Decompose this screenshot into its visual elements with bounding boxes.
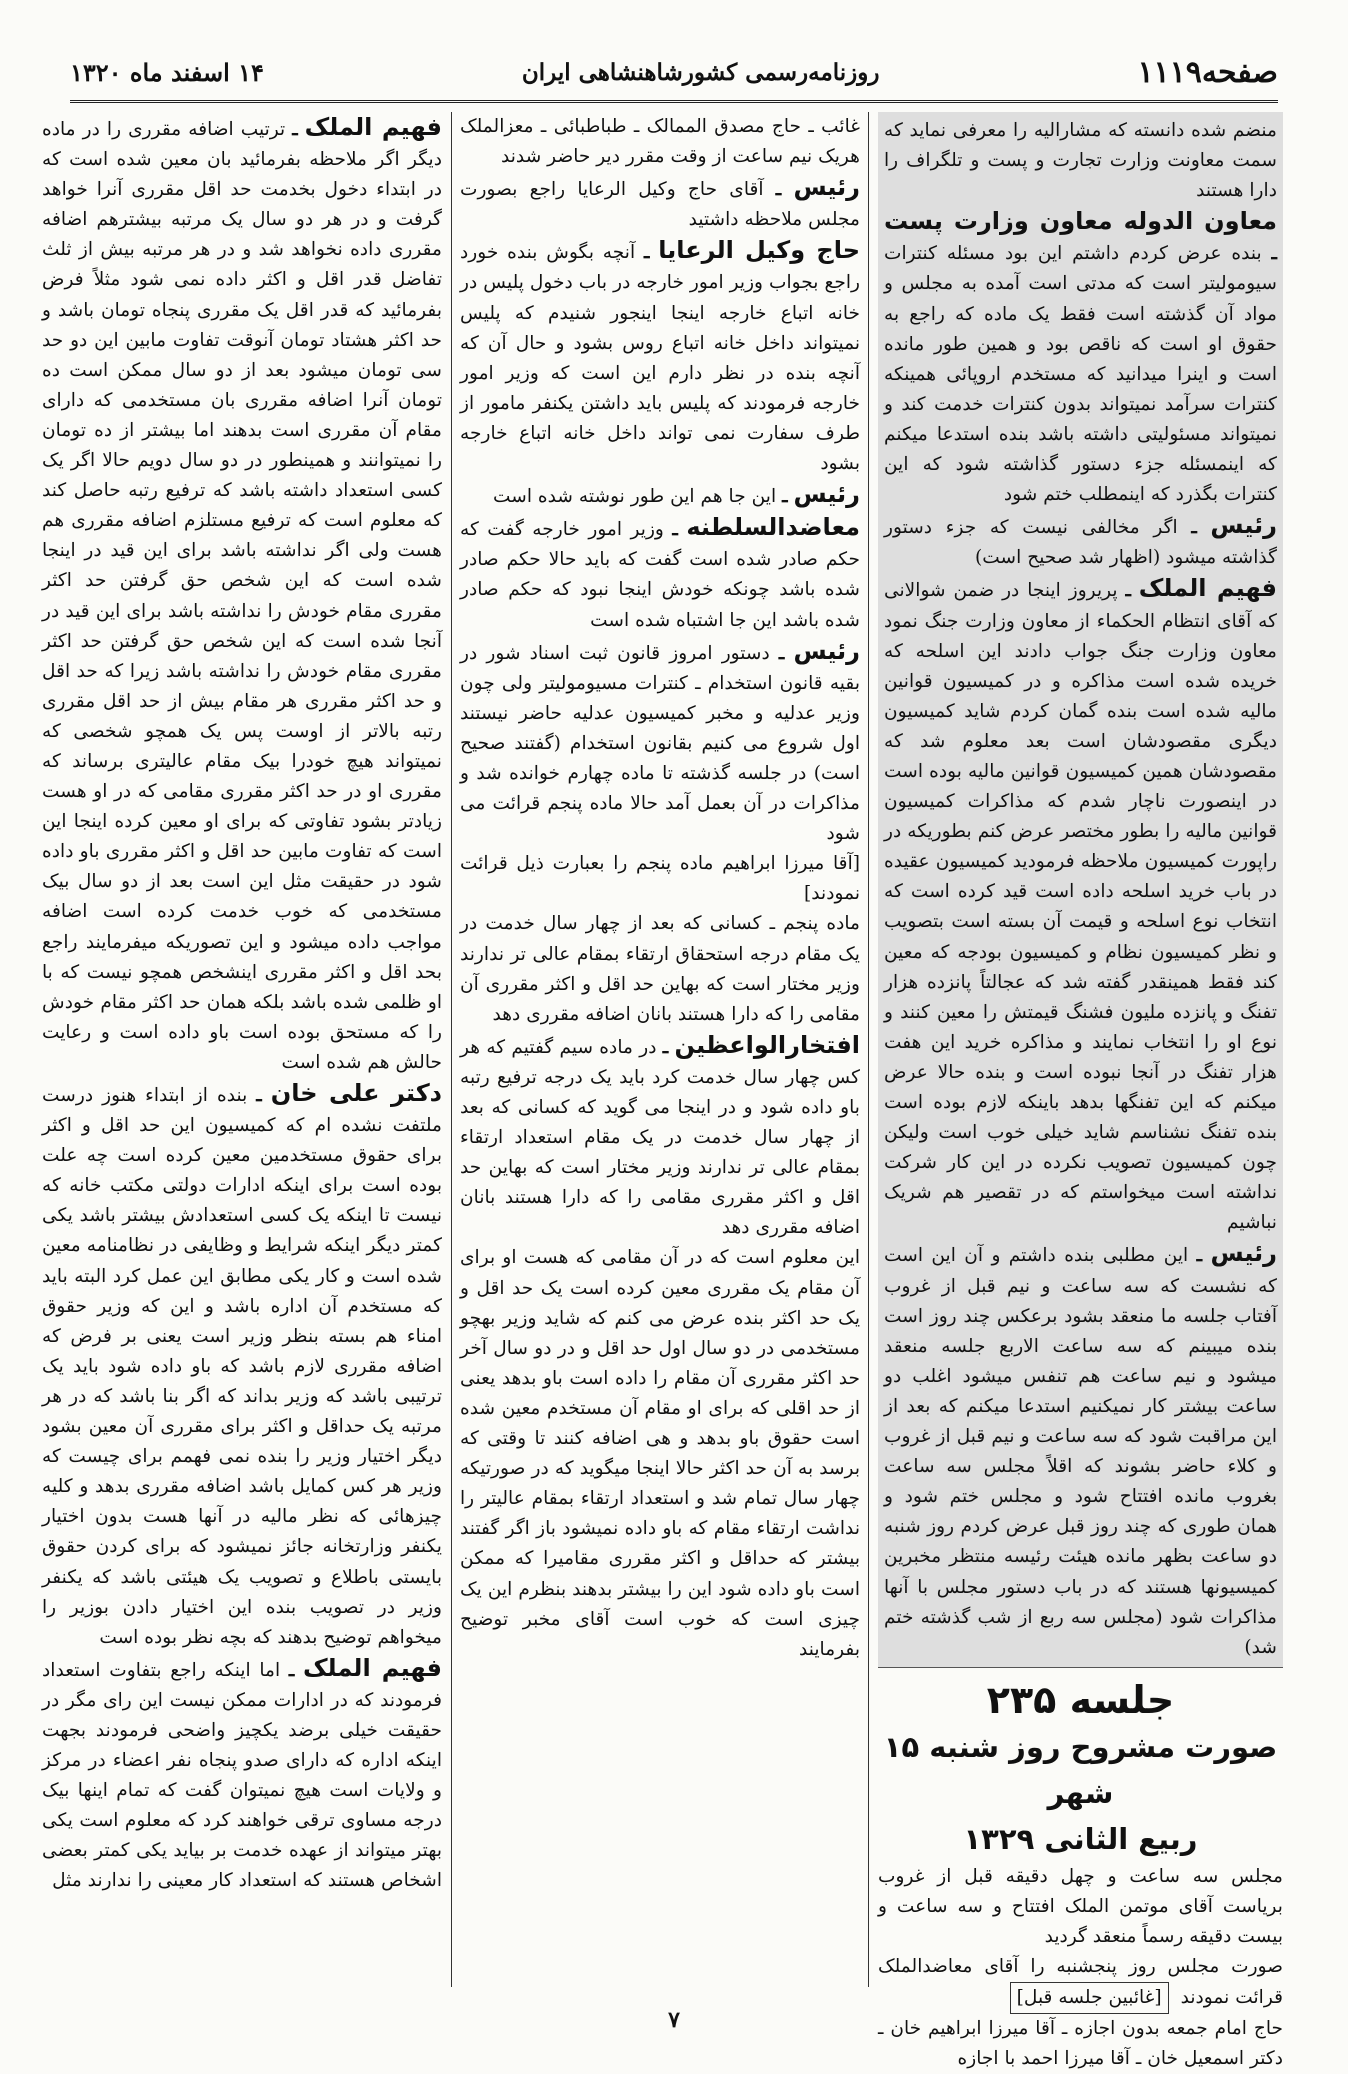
absentees-label: [غائبین جلسه قبل] bbox=[1010, 1982, 1169, 2014]
paragraph: رئیس ـ اگر مخالفی نیست که جزء دستور گذاشته میشود (اظهار شد صحیح است) bbox=[884, 511, 1277, 569]
paragraph bbox=[460, 112, 860, 172]
paragraph bbox=[878, 1862, 1283, 1952]
session-subtitle: صورت مشروح روز شنبه ۱۵ شهر bbox=[883, 1729, 1278, 1810]
page-label: صفحه۱۱۱۹ bbox=[1137, 54, 1278, 90]
paragraph-text: این مطلبی بنده داشتم و آن این است که نشست که سه ساعت و نیم قبل از غروب آفتاب جلسه ما منعقد بشود برعکس چند روز است بنده میبینم که سه ساعت الاربع جلسه منعقد میشود و نیم ساعت هم تنفس میشود اغلب دو ساعت بیشتر کار نمیکنیم استدعا میکنم که بعد از این مراقبت شود که سه ساعت و نیم قبل از غروب و کلاء حاضر بشوند که اقلاً مجلس سه ساعت بغروب مانده افتتاح شود و مجلس ختم شود و همان طوری که چند روز قبل عرض کردم روز شنبه دو ساعت بظهر مانده هیئت رئیسه منتظر مخبرین کمیسیونها هستند که در باب دستور مجلس با آنها مذاکرات شود bbox=[884, 1245, 1277, 1628]
paragraph-text: ماده پنجم ـ کسانی که بعد از چهار سال خدمت در یک مقام درجه استحقاق ارتقاء بمقام عالی تر ندارند وزیر مختار است که بهاین حد اقل و اکثر مقرری آن مقامی را که دارا هستند بانان اضافه مقرری دهد bbox=[460, 913, 860, 1025]
paragraph-text: دستور امروز قانون ثبت اسناد شور در بقیه قانون استخدام ـ کنترات مسیومولیتر ولی چون وزیر عدلیه و مخبر کمیسیون عدلیه حاضر نیستند اول شروع می کنیم بقانون استخدام (گفتند صحیح است) در جلسه گذشته تا ماده چهارم خوانده شد و مذاکرات در آن بعمل آمد حالا ماده پنجم قرائت می شود bbox=[460, 642, 860, 845]
paragraph-text: بنده از ابتداء هنوز درست ملتفت نشده ام که کمیسیون این حد اقل و اکثر برای حقوق مستخدمین معین کرده است چه علت بوده است برای اینکه ادارات دولتی مکتب خانه که نیست تا اینکه یک کسی استعدادش بیشتر باشد یکی کمتر دیگر اینکه شرایط و وظایفی در نظامنامه معین شده است و کار یکی مطابق این عمل کرد البته باید که مستخدم آن اداره باشد و این که وزیر حقوق امناء هم بسته بنظر وزیر است یعنی بر فرض که اضافه مقرری لازم باشد که باو داده شود باید یک ترتیبی باشد که وزیر بداند که اگر بنا باشد که در هر مرتبه یک حداقل و اکثر برای مقرری آن معین بشود دیگر اختیار وزیر را بنده نمی فهمم برای چیست که وزیر هر کس کمایل باشد اضافه مقرری بدهد و کلیه چیزهائی که نظر مالیه در آنها هست بدون اختیار یکنفر وزارتخانه جائز نمیشود که برای کردن حقوق بایستی باطلاع و تصویب یک هیئتی باشد که یکنفر وزیر در تصویب بنده این اختیار دادن بوزیر را میخواهم توضیح بدهند که بچه نظر بوده است bbox=[42, 1085, 442, 1648]
paragraph-text: ترتیب اضافه مقرری را در ماده دیگر اگر ملاحظه بفرمائید بان معین شده است که در ابتداء دخول بخدمت حد اقل مقرری آنرا خواهد گرفت و در هر دو سال یک مرتبه بیشترهم اضافه مقرری داده نخواهد شد و در هر مرتبه بیش از ثلث تفاضل قدر اقل و اکثر داده نمی شود مثلاً فرض بفرمائید که قدر اقل یک مقرری پنجاه تومان باشد و حد اکثر هشتاد تومان آنوقت تفاوت مابین این دو حد سی تومان میشود بعد از دو سال ممکن است ده تومان آنرا اضافه مقرری بان مستخدمی که دارای مقام آن مقرری است بدهند اما بیشتر از ده تومان را نمیتوانند و همینطور در دو سال دویم حالا اگر یک کسی استعداد داشته باشد که ترفیع رتبه حاصل کند که معلوم است که ترفیع مستلزم اضافه مقرری هم هست ولی اگر نداشته باشد برای این قید در اینجا شده است که این شخص حق گرفتن حد اکثر مقرری مقام خودش را نداشته باشد برای این قید در آنجا شده است که این شخص حق گرفتن حد اکثر مقرری مقام خودش را نداشته باشد زیرا که حد اقل و حد اکثر مقرری هر مقام بیش از حد اقل مقرری رتبه بالاتر از اوست پس یک همچو شخصی که نمیتواند هیچ خودرا بیک مقام عالیتری برساند که مقرری او در حد اکثر مقرری مقامی که در او هست زیادتر بشود تفاوتی که برای او معین کرده اینجا این است که تفاوت مابین حد اقل و اکثر مقرری باو داده شود در حقیقت مثل این است بعد از دو سال بیک مستخدمی که خوب خدمت کرده است اضافه مواجب داده میشود و این تصوریکه میفرمایند راجع بحد اقل و اکثر مقرری اینشخص همچو نیست که با او ظلمی شده باشد بلکه همان حد اکثر مقام خودش را که مستحق بوده است باو داده است و رعایت حالش هم شده است bbox=[42, 119, 442, 1073]
paragraph bbox=[460, 1243, 860, 1664]
paragraph: رئیس ـ این مطلبی بنده داشتم و آن این است که نشست که سه ساعت و نیم قبل از غروب آفتاب جلسه ما منعقد بشود برعکس چند روز است بنده میبینم که سه ساعت الاربع جلسه منعقد میشود و نیم ساعت هم تنفس میشود اغلب دو ساعت بیشتر کار نمیکنیم استدعا میکنم که بعد از این مراقبت شود که سه ساعت و نیم قبل از غروب و کلاء حاضر بشوند که اقلاً مجلس سه ساعت بغروب مانده افتتاح شود و مجلس ختم شود و همان طوری که چند روز قبل عرض کردم روز شنبه دو ساعت بظهر مانده هیئت رئیسه منتظر مخبرین کمیسیونها هستند که در باب دستور مجلس با آنها مذاکرات شود (مجلس سه ربع از شب گذشته ختم شد) bbox=[884, 1239, 1277, 1658]
paragraph: رئیس ـ آقای حاج وکیل الرعایا راجع بصورت مجلس ملاحظه داشتید bbox=[460, 173, 860, 231]
paragraph-text: مجلس سه ساعت و چهل دقیقه قبل از غروب بریاست آقای موتمن الملک افتتاح و سه ساعت و بیست دقیقه رسماً منعقد گردید bbox=[878, 1865, 1283, 1947]
paragraph bbox=[884, 116, 1277, 206]
speaker-name: رئیس bbox=[1210, 1239, 1277, 1268]
paragraph-text: منضم شده دانسته که مشارالیه را معرفی نماید که سمت معاونت وزارت تجارت و پست و تلگراف را دارا هستند bbox=[884, 120, 1277, 202]
right-column bbox=[878, 112, 1283, 2070]
speaker-name: فهیم الملک bbox=[304, 113, 442, 141]
paragraph: فهیم الملک ـ اما اینکه راجع بتفاوت استعداد فرمودند که در ادارات ممکن نیست این رای مگر در حقیقت خیلی برضد یکچیز واضحی فرمودند بجهت اینکه اداره که دارای صدو پنجاه نفر اعضاء در مرکز و ولایات است هیچ نمیتوان گفت که تمام اینها بیک درجه مساوی ترقی خواهند کرد که معلوم است یکی بهتر میتواند از عهده خدمت بر بیاید یکی کمتر بعضی اشخاص هستند که استعداد کار معینی را ندارند مثل bbox=[42, 1653, 442, 1892]
speaker-name: رئیس bbox=[793, 480, 860, 509]
session-subtitle-date: ربیع الثانی ۱۳۲۹ bbox=[963, 1821, 1198, 1856]
paragraph: فهیم الملک ـ پریروز اینجا در ضمن شوالانی که آقای انتظام الحکماء از معاون وزارت جنگ نمود معاون وزارت جنگ جواب دادند این اسلحه که خریده شده است مذاکره و در کمیسیون قوانین مالیه شده است بنده گمان کردم شاید کمیسیون دیگری مقصودشان است بعد معلوم شد که مقصودشان همین کمیسیون قوانین مالیه بوده است در اینصورت ناچار شدم که مذاکرات کمیسیون قوانین مالیه را بطور مختصر عرض کنم بطوریکه در راپورت کمیسیون ملاحظه فرمودید کمیسیون عقیده در باب خرید اسلحه داده است قید کرده است که انتخاب نوع اسلحه و قیمت آن بسته است بتصویب و نظر کمیسیون نظام و کمیسیون بودجه که معین کند فقط همینقدر گفته شد که عجالتاً پانزده هزار تفنگ و پانزده ملیون فشنگ قیمتش را معین کنند و نوع او را انتخاب نمایند و مذاکره خرید این هفت هزار تفنگ در آنجا نبوده است و بنده حالا عرض میکنم که این تفنگها بدهد باینکه لازم بوده است بنده تفنگ نشناسم شاید خیلی خوب است ولیکن چون کمیسیون تصویب نکرده در این کار شرکت نداشته است میخواستم که در تقصیر هم شریک نباشیم bbox=[884, 574, 1277, 1234]
column-divider-right bbox=[868, 112, 869, 1987]
paragraph: معاضدالسلطنه ـ وزیر امور خارجه گفت که حکم صادر شده است گفت که باید حالا حکم صادر شده باشد چونکه خودش اینجا نبود که حکم صادر شده باشد این جا اشتباه شده است bbox=[460, 513, 860, 631]
paragraph-text: آقای حاج وکیل الرعایا راجع بصورت مجلس ملاحظه داشتید bbox=[460, 179, 860, 231]
reading-note: [آقا میرزا ابراهیم ماده پنجم را بعبارت ذیل قرائت نمودند] bbox=[460, 853, 860, 905]
newspaper-title: روزنامه‌رسمی کشورشاهنشاهی ایران bbox=[521, 58, 880, 86]
column-divider-left bbox=[451, 112, 452, 1987]
session-end-note: (مجلس سه ربع از شب گذشته ختم شد) bbox=[884, 1606, 1277, 1658]
paragraph-text: غائب ـ حاج مصدق الممالک ـ طباطبائی ـ معزالملک هریک نیم ساعت از وقت مقرر دیر حاضر شدند bbox=[460, 116, 860, 168]
paragraph-text: حاج امام جمعه بدون اجازه ـ آقا میرزا ابراهیم خان ـ دکتر اسمعیل خان ـ آقا میرزا احمد با اجازه bbox=[878, 2018, 1283, 2070]
paragraph-text: این معلوم است که در آن مقامی که هست او برای آن مقام یک مقرری معین کرده است یک حد اقل و یک حد اکثر بنده عرض می کنم که شاید وزیر بهچو مستخدمی در دو سال اول حد اقل و در دو سال آخر حد اکثر مقرری آن مقام را داده است باو بدهد یعنی از حد اقلی که برای او مقام آن مستخدم معین شده است حقوق باو بدهد و هی اضافه کنند تا وقتی که برسد به آن حد اکثر حالا اینجا میگوید که در صورتیکه چهار سال تمام شد و استعداد ارتقاء بمقام عالیتر را نداشت ارتقاء مقام که باو داده نمیشود باز اگر گفتند بیشتر که حداقل و اکثر مقرری مقامیرا که ممکن است باو داده شود این را بیشتر بدهند بنظرم این یک چیزی است که خوب است آقای مخبر توضیح بفرمایند bbox=[460, 1247, 860, 1660]
paragraph-text: بنده عرض کردم داشتم این بود مسئله کنترات سیومولیتر است که مدتی است آمده به مجلس و مواد آن گذشته است فقط یک ماده که راجع به حقوق او است که ناقص بود و همین طور مانده است و اینرا میدانید که مستخدم اروپائی همینکه کنترات سرآمد نمیتواند بدون کنترات خدمت کند و نمیتواند مسئولیتی داشته باشد بنده استدعا میکنم که اینمسئله جزء دستور گذاشته شود که این کنترات بگذرد که اینمطلب ختم شود bbox=[884, 243, 1277, 506]
paragraph: افتخارالواعظین ـ در ماده سیم گفتیم که هر کس چهار سال خدمت کرد باید یک درجه ترفیع رتبه باو داده شود و در اینجا می گوید که کسانی که بعد از چهار سال خدمت در یک مقام استعداد ارتقاء بمقام عالی تر ندارند وزیر مختار است که بهاین حد اقل و اکثر مقرری مقامی را که دارا هستند بانان اضافه مقرری دهد bbox=[460, 1030, 861, 1239]
shaded-block bbox=[878, 112, 1283, 1668]
paragraph-text: پریروز اینجا در ضمن شوالانی که آقای انتظام الحکماء از معاون وزارت جنگ نمود معاون وزارت جنگ جواب دادند این اسلحه که خریده شده است مذاکره و در کمیسیون قوانین مالیه شده است بنده گمان کردم شاید کمیسیون دیگری مقصودشان است بعد معلوم شد که مقصودشان همین کمیسیون قوانین مالیه بوده است در اینصورت ناچار شدم که مذاکرات کمیسیون قوانین مالیه را بطور مختصر عرض کنم بطوریکه در راپورت کمیسیون ملاحظه فرمودید کمیسیون عقیده در باب خرید اسلحه داده است قید کرده است که انتخاب نوع اسلحه و قیمت آن بسته است بتصویب و نظر کمیسیون نظام و کمیسیون بودجه که معین کند فقط همینقدر گفته شد که عجالتاً پانزده هزار تفنگ و پانزده ملیون فشنگ قیمتش را معین کنند و نوع او را انتخاب نمایند و مذاکره خرید این هفت هزار تفنگ در آنجا نبوده است و بنده حالا عرض میکنم که این تفنگها بدهد باینکه لازم بوده است بنده تفنگ نشناسم شاید خیلی خوب است ولیکن چون کمیسیون تصویب نکرده در این کار شرکت نداشته است میخواستم که در تقصیر هم شریک نباشیم bbox=[884, 580, 1277, 1234]
speaker-name: معاضدالسلطنه bbox=[686, 513, 860, 542]
speaker-name: رئیس bbox=[793, 636, 860, 665]
speaker-name: رئیس bbox=[1210, 511, 1277, 540]
paragraph-text: وزیر امور خارجه گفت که حکم صادر شده است گفت که باید حالا حکم صادر شده باشد چونکه خودش اینجا نبود که حکم صادر شده باشد این جا اشتباه شده است bbox=[460, 519, 860, 631]
paragraph-text: اما اینکه راجع بتفاوت استعداد فرمودند که در ادارات ممکن نیست این رای مگر در حقیقت خیلی برضد یکچیز واضحی فرمودند بجهت اینکه اداره که دارای صدو پنجاه نفر اعضاء در مرکز و ولایات است هیچ نمیتوان گفت که تمام اینها بیک درجه مساوی ترقی خواهند کرد که معلوم است یکی بهتر میتواند از عهده خدمت بر بیاید یکی کمتر بعضی اشخاص هستند که استعداد کار معینی را ندارند مثل bbox=[42, 1659, 442, 1892]
paragraph bbox=[878, 1952, 1283, 2014]
page-header bbox=[70, 44, 1278, 103]
paragraph-text: صورت مجلس روز پنجشنبه را آقای معاضدالملک قرائت نمودند bbox=[878, 1956, 1283, 2009]
speaker-name: افتخارالواعظین bbox=[674, 1030, 861, 1059]
issue-date: ۱۴ اسفند ماه ۱۳۲۰ bbox=[70, 57, 264, 87]
paragraph bbox=[460, 849, 860, 909]
speaker-name: دکتر علی خان bbox=[270, 1079, 442, 1107]
paragraph: فهیم الملک ـ ترتیب اضافه مقرری را در ماده دیگر اگر ملاحظه بفرمائید بان معین شده است که در ابتداء دخول بخدمت حد اقل مقرری آنرا خواهد گرفت و در هر دو سال یک مرتبه بیشترهم اضافه مقرری داده نخواهد شد و در هر مرتبه بیش از ثلث تفاضل قدر اقل و اکثر داده نمی شود مثلاً فرض بفرمائید که قدر اقل یک مقرری پنجاه تومان باشد و حد اکثر هشتاد تومان آنوقت تفاوت مابین این دو حد سی تومان میشود بعد از دو سال ممکن است ده تومان آنرا اضافه مقرری بان مستخدمی که دارای مقام آن مقرری است بدهند اما بیشتر از ده تومان را نمیتوانند و همینطور در دو سال دویم حالا اگر یک کسی استعداد داشته باشد که ترفیع رتبه حاصل کند که معلوم است که ترفیع مستلزم اضافه مقرری هم هست ولی اگر نداشته باشد برای این قید در اینجا شده است که این شخص حق گرفتن حد اکثر مقرری مقام خودش را نداشته باشد برای این قید در آنجا شده است که این شخص حق گرفتن حد اکثر مقرری مقام خودش را نداشته باشد زیرا که حد اقل و حد اکثر مقرری هر مقام بیش از حد اقل مقرری رتبه بالاتر از اوست پس یک همچو شخصی که نمیتواند هیچ خودرا بیک مقام عالیتری برساند که مقرری او در حد اکثر مقرری مقامی که در او هست زیادتر بشود تفاوتی که برای او معین کرده اینجا این است که تفاوت مابین حد اقل و اکثر مقرری باو داده شود در حقیقت مثل این است بعد از دو سال بیک مستخدمی که خوب خدمت کرده است اضافه مواجب داده میشود و این تصوریکه میفرمایند راجع بحد اقل و اکثر مقرری اینشخص همچو نیست که با او ظلمی شده باشد بلکه همان حد اکثر مقام خودش را که مستحق بوده است باو داده است و رعایت حالش هم شده است bbox=[42, 113, 442, 1073]
paragraph bbox=[460, 909, 860, 1029]
page-number: ۷ bbox=[668, 2007, 680, 2033]
session-title: جلسه ۲۳۵ bbox=[986, 1677, 1175, 1722]
paragraph-text: آنچه بگوش بنده خورد راجع بجواب وزیر امور خارجه در باب دخول پلیس در خانه اتباع خارجه اینجا اینجور شنیدم که پلیس نمیتواند داخل خانه اتباع روس بشود و حال آن که آنچه بنده در نظر دارم این است که وزیر امور خارجه فرمودند که پلیس باید داشتن یکنفر مامور از طرف سفارت نمی تواند داخل خانه اتباع خارجه بشود bbox=[460, 242, 860, 475]
paragraph: معاون الدوله معاون وزارت پست ـ بنده عرض کردم داشتم این بود مسئله کنترات سیومولیتر است که مدتی است آمده به مجلس و مواد آن گذشته است فقط یک ماده که راجع به حقوق او است که ناقص بود و همین طور مانده است و اینرا میدانید که مستخدم اروپائی همینکه کنترات سرآمد نمیتواند بدون کنترات خدمت کند و نمیتواند مسئولیتی داشته باشد بنده استدعا میکنم که اینمسئله جزء دستور گذاشته شود که این کنترات بگذرد که اینمطلب ختم شود bbox=[884, 207, 1277, 506]
speaker-name: حاج وکیل الرعایا bbox=[658, 236, 860, 265]
paragraph: حاج وکیل الرعایا ـ آنچه بگوش بنده خورد راجع بجواب وزیر امور خارجه در باب دخول پلیس در خانه اتباع خارجه اینجا اینجور شنیدم که پلیس نمیتواند داخل خانه اتباع روس بشود و حال آن که آنچه بنده در نظر دارم این است که وزیر امور خارجه فرمودند که پلیس باید داشتن یکنفر مامور از طرف سفارت نمی تواند داخل خانه اتباع خارجه بشود bbox=[460, 236, 860, 475]
speaker-name: معاون الدوله معاون وزارت پست bbox=[884, 207, 1277, 236]
middle-column bbox=[460, 112, 860, 2001]
paragraph: رئیس ـ این جا هم این طور نوشته شده است bbox=[493, 480, 860, 509]
speaker-name: فهیم الملک bbox=[1138, 574, 1277, 603]
paragraph: رئیس ـ دستور امروز قانون ثبت اسناد شور در بقیه قانون استخدام ـ کنترات مسیومولیتر ولی چون وزیر عدلیه و مخبر کمیسیون عدلیه حاضر نیستند اول شروع می کنیم بقانون استخدام (گفتند صحیح است) در جلسه گذشته تا ماده چهارم خوانده شد و مذاکرات در آن بعمل آمد حالا ماده پنجم قرائت می شود bbox=[460, 636, 860, 845]
speaker-name: رئیس bbox=[793, 173, 860, 202]
left-column bbox=[42, 112, 442, 2001]
paragraph-text: در ماده سیم گفتیم که هر کس چهار سال خدمت کرد باید یک درجه ترفیع رتبه باو داده شود و در اینجا می گوید که کسانی که بعد از چهار سال خدمت در یک مقام استعداد ارتقاء بمقام عالی تر ندارند وزیر مختار است که بهاین حد اقل و اکثر مقرری مقامی را که دارا هستند بانان اضافه مقرری دهد bbox=[460, 1036, 860, 1239]
paragraph: دکتر علی خان ـ بنده از ابتداء هنوز درست ملتفت نشده ام که کمیسیون این حد اقل و اکثر برای حقوق مستخدمین معین کرده است چه علت بوده است برای اینکه ادارات دولتی مکتب خانه که نیست تا اینکه یک کسی استعدادش بیشتر باشد یکی کمتر دیگر اینکه شرایط و وظایفی در نظامنامه معین شده است و کار یکی مطابق این عمل کرد البته باید که مستخدم آن اداره باشد و این که وزیر حقوق امناء هم بسته بنظر وزیر است یعنی بر فرض که اضافه مقرری لازم باشد که باو داده شود باید یک ترتیبی باشد که وزیر بداند که اگر بنا باشد که در هر مرتبه یک حداقل و اکثر برای مقرری آن معین بشود دیگر اختیار وزیر را بنده نمی فهمم برای چیست که وزیر هر کس کمایل باشد اضافه مقرری بدهد و کلیه چیزهائی که نظر مالیه در آنها هست بدون اختیار یکنفر وزارتخانه جائز نمیشود که برای کردن حقوق بایستی باطلاع و تصویب یک هیئتی باشد که یکنفر وزیر در تصویب بنده این اختیار دادن بوزیر را میخواهم توضیح بدهند که بچه نظر بوده است bbox=[42, 1079, 442, 1648]
paragraph-text: اگر مخالفی نیست که جزء دستور گذاشته میشود (اظهار شد صحیح است) bbox=[884, 517, 1277, 569]
paragraph-text: این جا هم این طور نوشته شده است bbox=[493, 486, 777, 508]
speaker-name: فهیم الملک bbox=[302, 1653, 442, 1682]
